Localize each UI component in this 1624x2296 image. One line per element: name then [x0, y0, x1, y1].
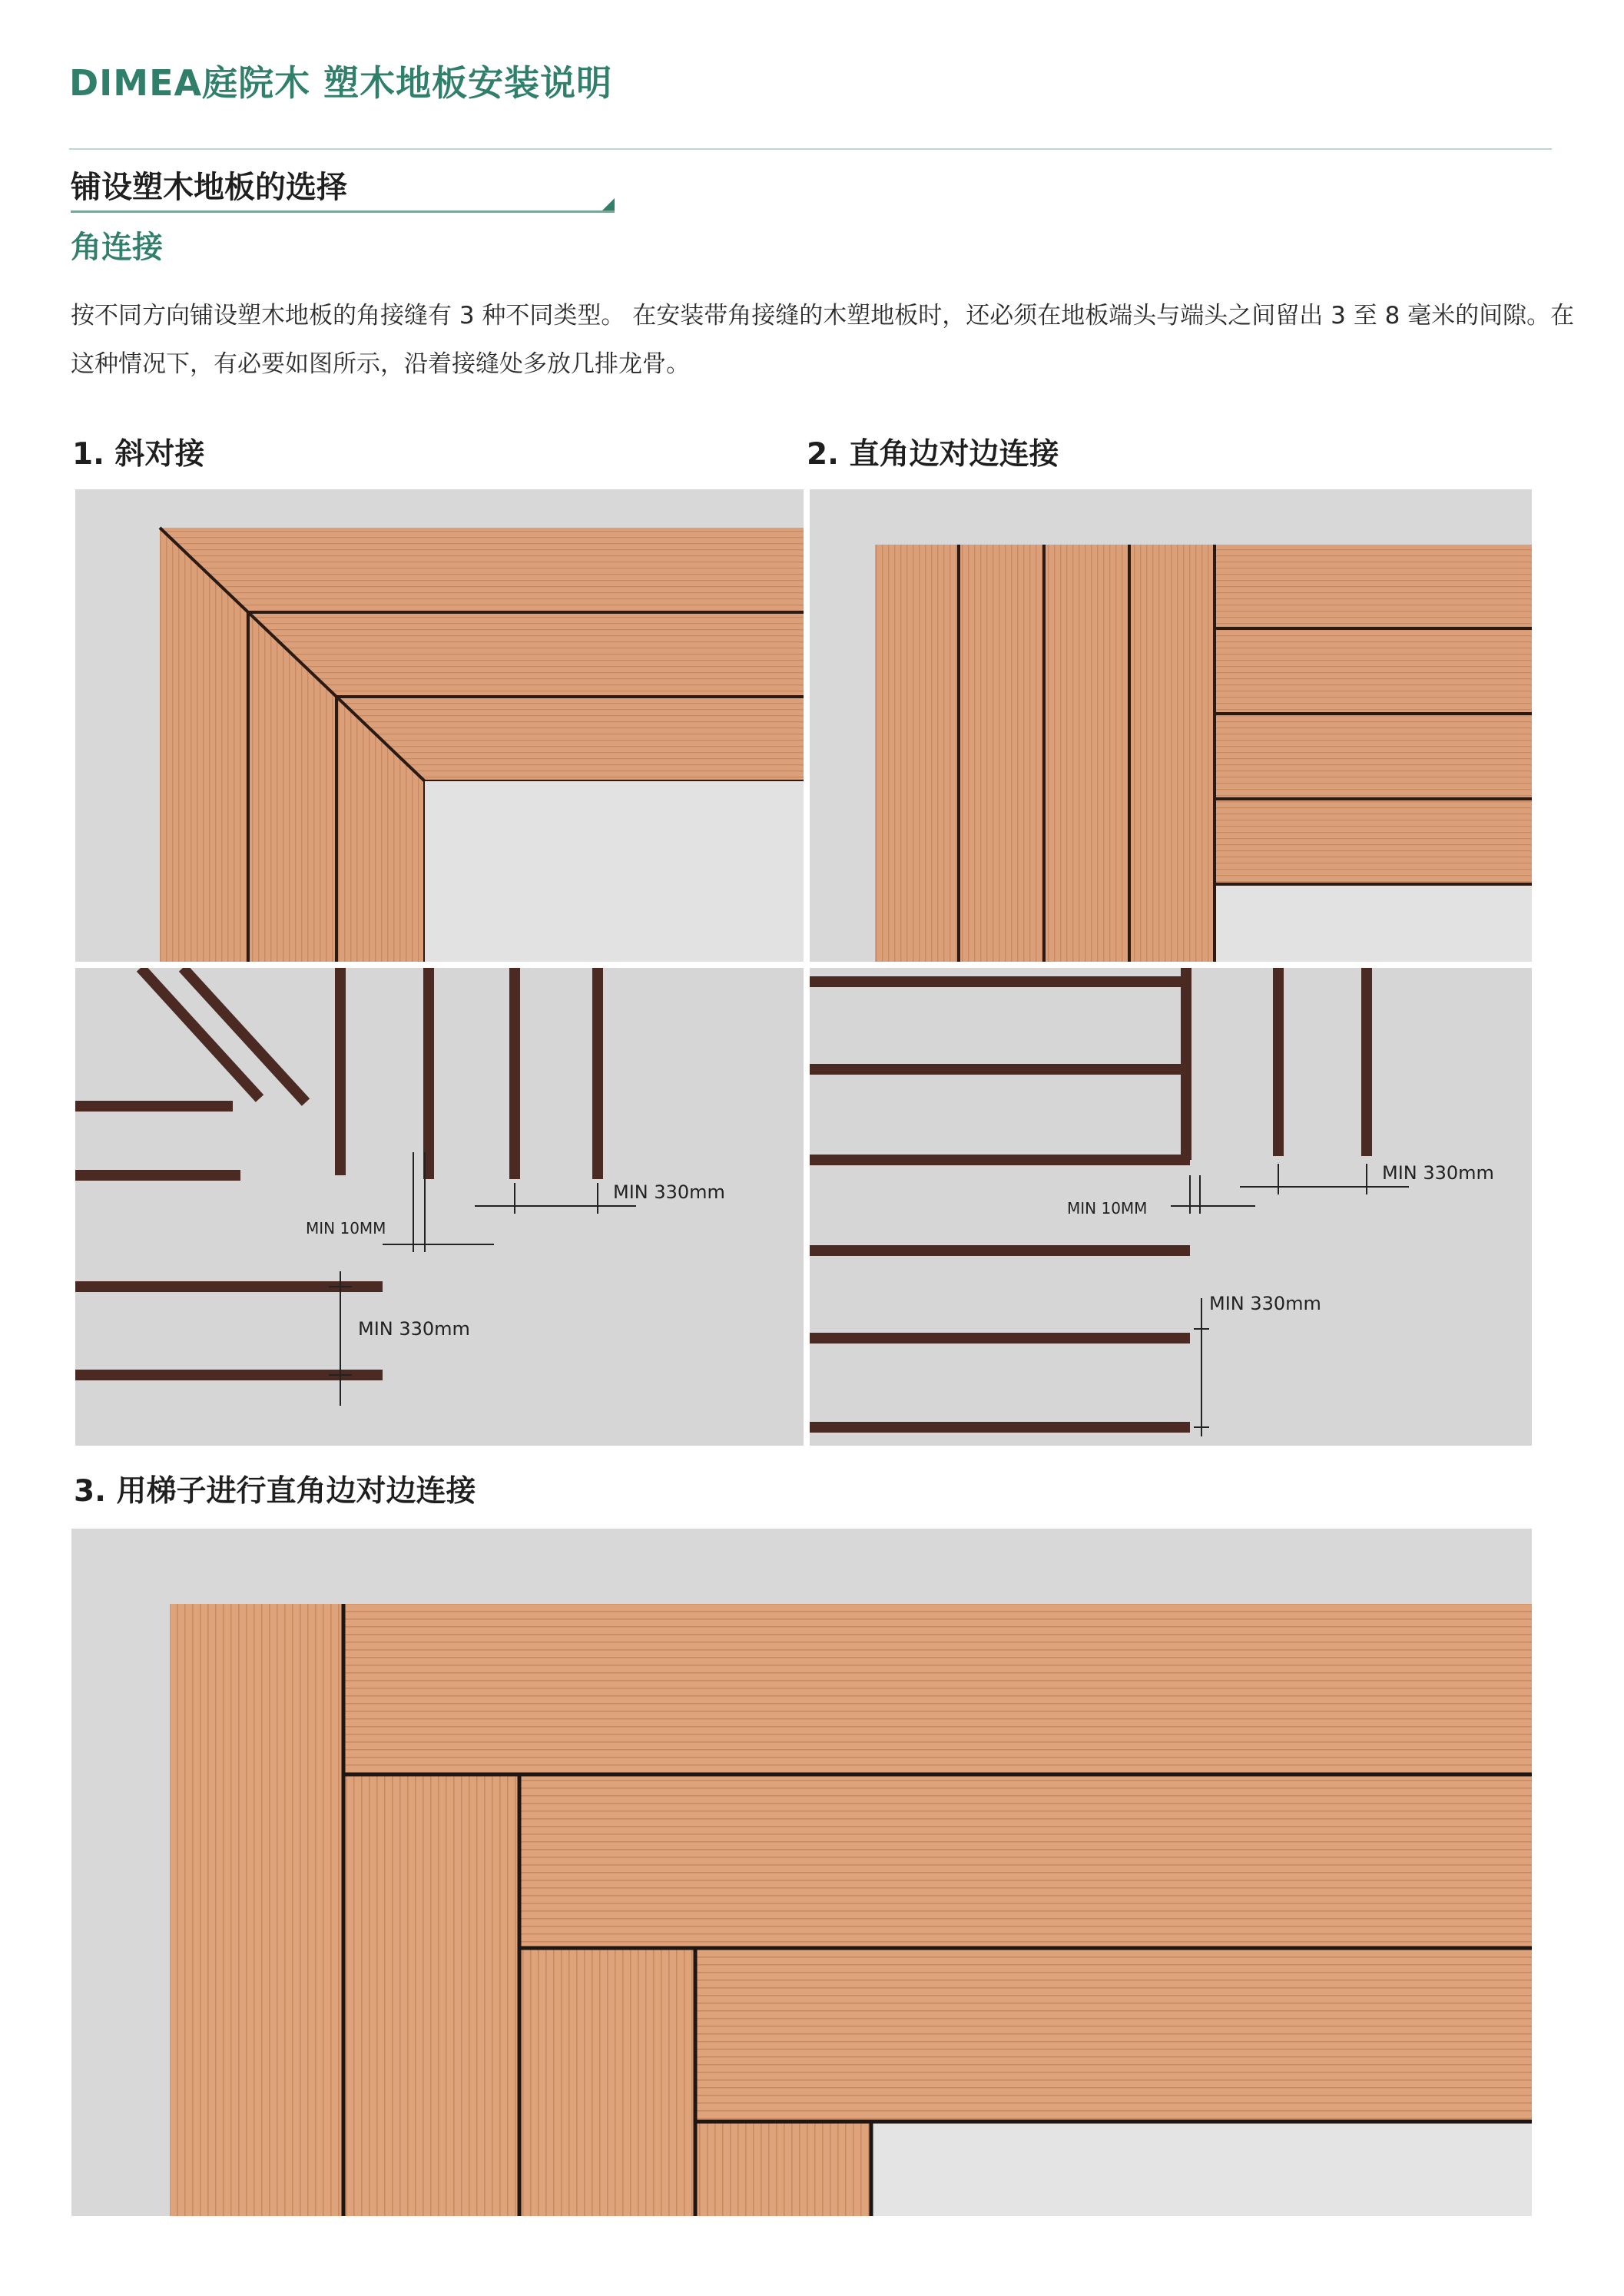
section-heading: 角连接	[71, 230, 163, 265]
page-title: DIMEA庭院木 塑木地板安装说明	[69, 62, 613, 104]
figure-1-label: 1. 斜对接	[72, 437, 205, 472]
figure-3-ladder-boards-image	[71, 1529, 1532, 2216]
fig1-gap-label: MIN 10MM	[306, 1219, 386, 1237]
subsection-underline	[71, 210, 615, 213]
fig2-gap-label: MIN 10MM	[1067, 1199, 1148, 1218]
title-divider	[69, 148, 1552, 150]
figure-3-label: 3. 用梯子进行直角边对边连接	[74, 1474, 476, 1509]
fig2-spacing-v-label: MIN 330mm	[1209, 1293, 1321, 1314]
underline-corner-marker	[602, 198, 615, 210]
figure-1-boards-image	[75, 489, 804, 962]
subsection-heading: 铺设塑木地板的选择	[71, 170, 347, 205]
figure-2-joist-diagram	[810, 968, 1532, 1446]
fig2-spacing-h-label: MIN 330mm	[1382, 1162, 1494, 1184]
fig1-spacing-v-label: MIN 330mm	[358, 1318, 470, 1340]
figure-2-label: 2. 直角边对边连接	[807, 437, 1059, 472]
fig1-spacing-h-label: MIN 330mm	[613, 1181, 725, 1203]
figure-2-boards-image	[810, 489, 1532, 962]
intro-paragraph: 按不同方向铺设塑木地板的角接缝有 3 种不同类型。 在安装带角接缝的木塑地板时，还必须在地板端头与端头之间留出 3 至 8 毫米的间隙。在这种情况下，有必要如图所示，沿着接缝处多放几排龙骨。	[71, 302, 1575, 378]
figure-1-joist-diagram	[75, 968, 804, 1446]
